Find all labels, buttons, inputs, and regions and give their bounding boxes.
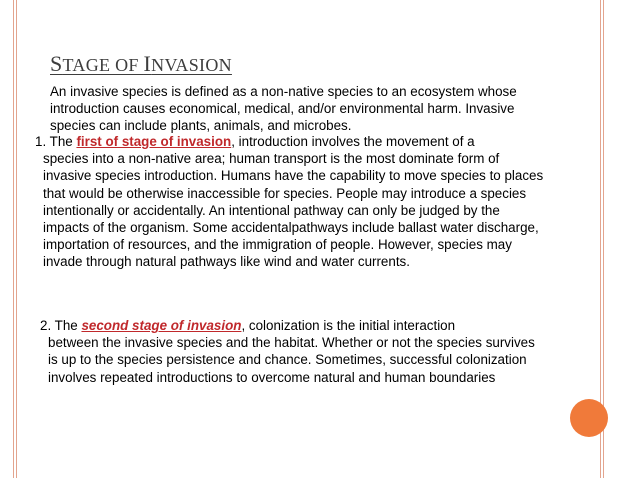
left-border-decoration bbox=[13, 0, 17, 478]
paragraph-lead: , introduction involves the movement of a bbox=[231, 134, 475, 149]
paragraph-number: 1. The bbox=[35, 134, 77, 149]
paragraph-lead: , colonization is the initial interaction bbox=[241, 318, 456, 333]
paragraph-body: between the invasive species and the habitat. Whether or not the species survives is up to the species persistence and chance. Sometimes, successful colonization involves repeated introductions to overcome natural and human boundaries bbox=[48, 335, 535, 385]
paragraph-second-stage bbox=[40, 317, 540, 386]
intro-paragraph: An invasive species is defined as a non-native species to an ecosystem whose introduction causes economical, medical, and/or environmental harm. Invasive species can include plants, animals, and microbes. bbox=[50, 84, 517, 134]
paragraph-body: species into a non-native area; human transport is the most dominate form of invasive species introduction. Humans have the capability to move species to places that would be otherwise inaccessible for species. People may introduce a species intentionally or accidentally. An intentional pathway can only be judged by the impacts of the organism. Some accidentalpathways include ballast water discharge, importation of resources, and the immigration of people. However, species may invade through natural pathways like wind and water currents. bbox=[43, 151, 544, 270]
slide-title: STAGE OF INVASION bbox=[50, 51, 232, 76]
paragraph-first-stage bbox=[35, 133, 545, 271]
second-stage-link[interactable]: second stage of invasion bbox=[81, 318, 242, 333]
orange-circle-decoration bbox=[570, 399, 608, 437]
first-stage-link[interactable]: first of stage of invasion bbox=[76, 134, 232, 149]
paragraph-number: 2. The bbox=[40, 318, 82, 333]
